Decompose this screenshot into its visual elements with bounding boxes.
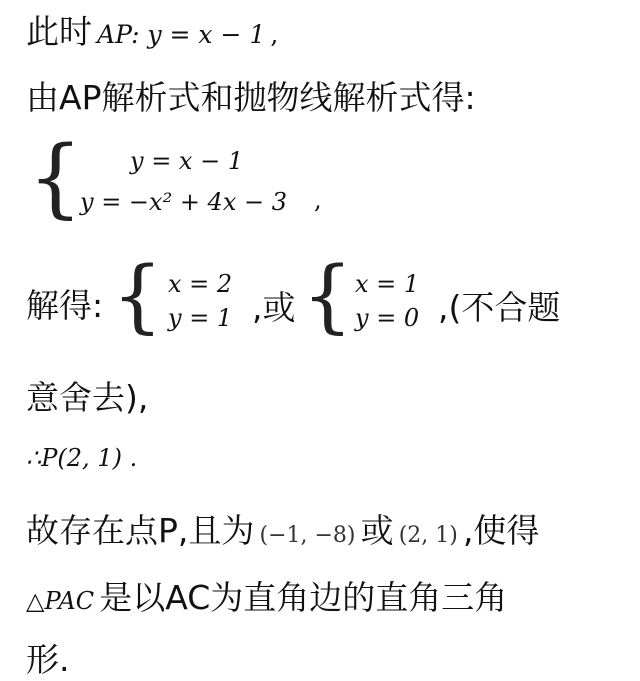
system1-eq2: y = −x² + 4x − 3 [80, 188, 287, 216]
line7-or: 或 [360, 511, 394, 550]
line7-part-a: 故存在点P,且为 [26, 511, 255, 550]
point-2: (2, 1) [398, 523, 458, 548]
left-brace: { [112, 249, 163, 342]
line1-suffix: , [270, 20, 279, 49]
solution2-y: y = 0 [355, 304, 420, 332]
point-1: (−1, −8) [259, 523, 356, 548]
line-2-text: 由AP解析式和抛物线解析式得: [26, 78, 476, 117]
line1-expression: AP: y = x − 1 [97, 20, 266, 49]
left-brace: { [302, 249, 353, 342]
line-9-text: 形. [26, 640, 70, 679]
left-brace: { [28, 128, 83, 228]
solution2-x: x = 1 [355, 270, 420, 298]
line8-text: 是以AC为直角边的直角三角 [99, 578, 508, 617]
line-8 [26, 572, 507, 619]
system1-suffix: , [314, 186, 322, 214]
solution1-x: x = 2 [168, 270, 233, 298]
line-1 [26, 6, 278, 53]
therefore-line: ∴P(2, 1) . [26, 444, 138, 472]
line-7 [26, 505, 539, 552]
solutions-tail: ,(不合题 [438, 288, 561, 327]
triangle-pac: △PAC [26, 587, 95, 615]
system1-eq1: y = x − 1 [130, 147, 244, 175]
line7-part-c: ,使得 [462, 511, 540, 550]
line1-prefix: 此时 [26, 12, 92, 51]
solutions-prefix: 解得: [26, 286, 104, 325]
solution1-y: y = 1 [168, 304, 233, 332]
solutions-or: ,或 [252, 288, 296, 327]
line-5-text: 意舍去), [26, 378, 149, 417]
